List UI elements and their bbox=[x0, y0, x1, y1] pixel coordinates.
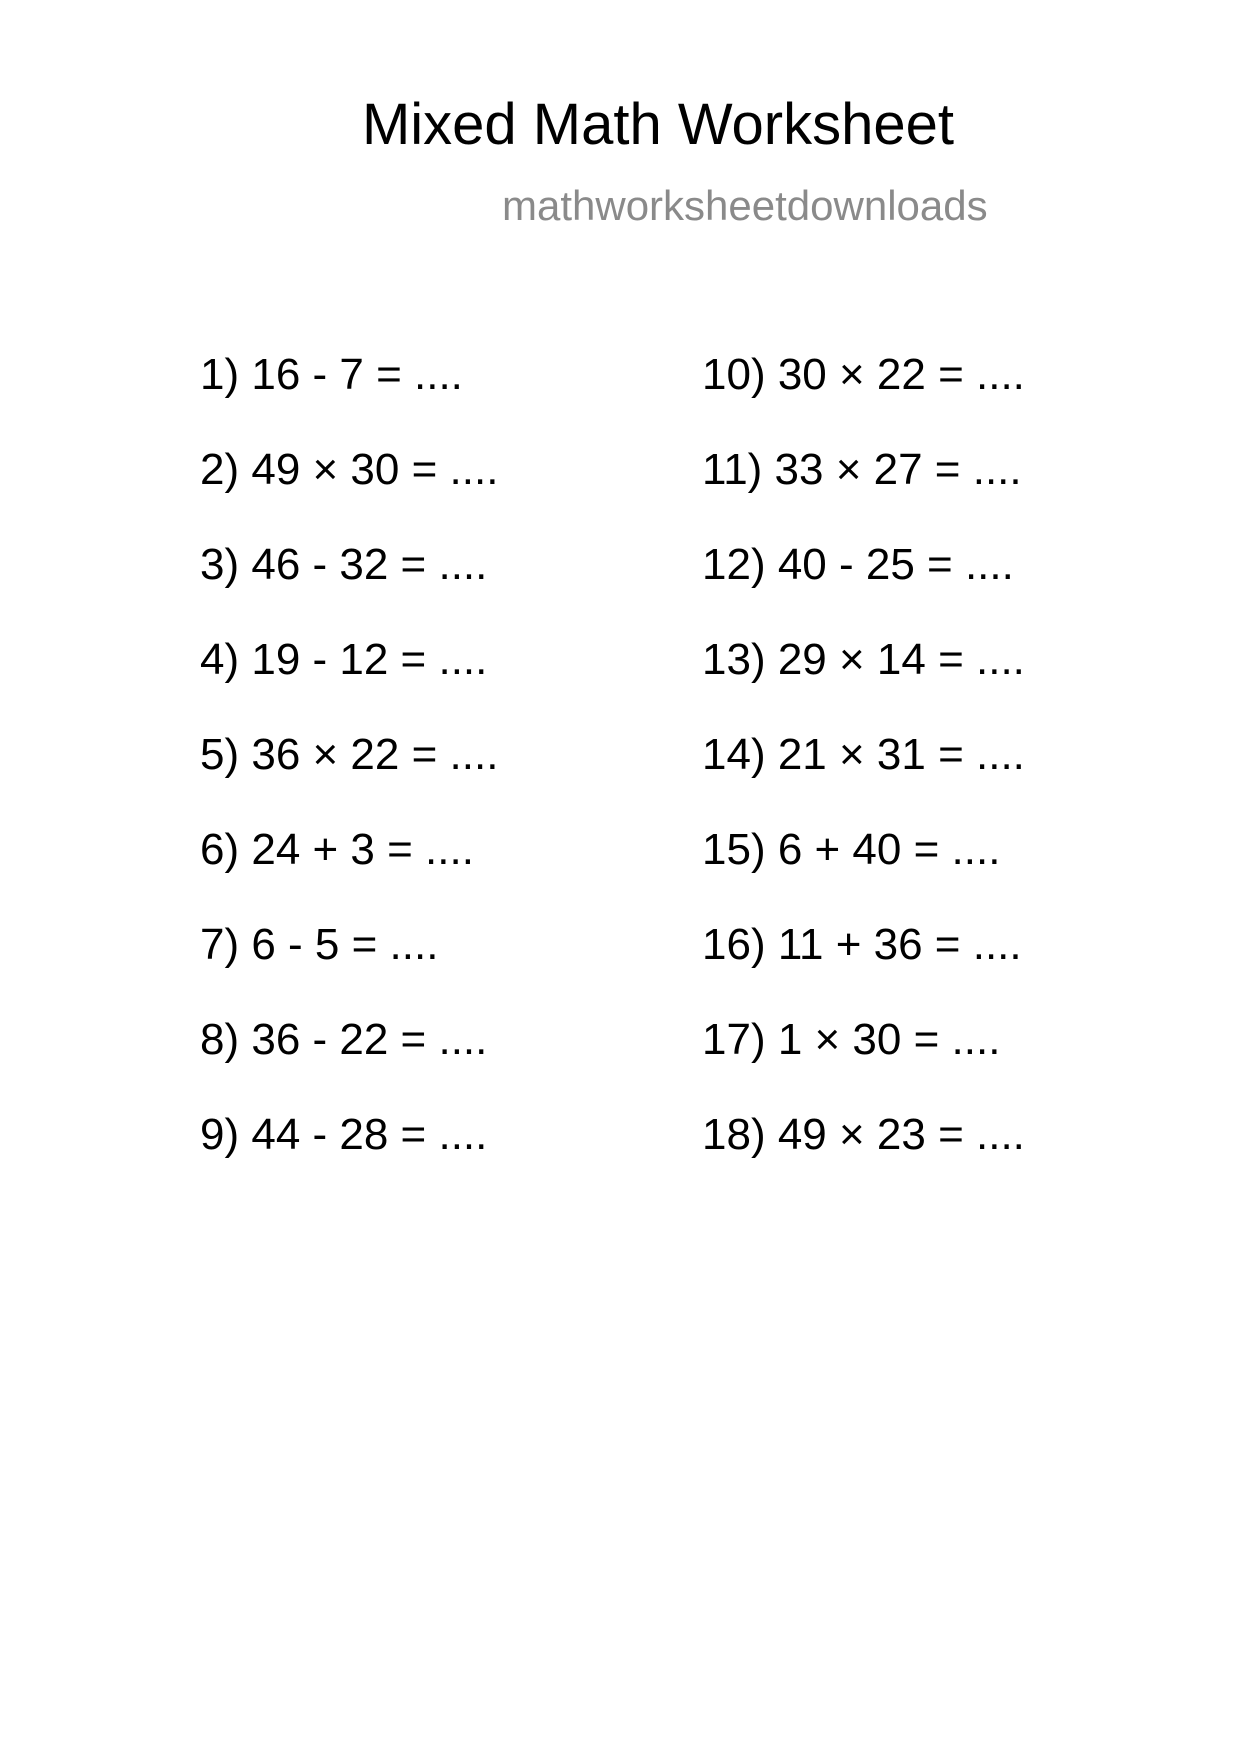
worksheet-subtitle: mathworksheetdownloads bbox=[502, 182, 988, 229]
problem-15: 15) 6 + 40 = .... bbox=[702, 825, 1001, 874]
problem-13: 13) 29 × 14 = .... bbox=[702, 635, 1025, 684]
problem-4: 4) 19 - 12 = .... bbox=[200, 635, 488, 684]
problem-11: 11) 33 × 27 = .... bbox=[702, 445, 1022, 494]
problem-8: 8) 36 - 22 = .... bbox=[200, 1015, 488, 1064]
problem-14: 14) 21 × 31 = .... bbox=[702, 730, 1025, 779]
problem-1: 1) 16 - 7 = .... bbox=[200, 350, 463, 399]
problems-left-column bbox=[200, 350, 498, 1205]
problem-2: 2) 49 × 30 = .... bbox=[200, 445, 499, 494]
problem-18: 18) 49 × 23 = .... bbox=[702, 1110, 1025, 1159]
problem-16: 16) 11 + 36 = .... bbox=[702, 920, 1022, 969]
problem-9: 9) 44 - 28 = .... bbox=[200, 1110, 488, 1159]
problem-7: 7) 6 - 5 = .... bbox=[200, 920, 439, 969]
problem-6: 6) 24 + 3 = .... bbox=[200, 825, 474, 874]
problem-3: 3) 46 - 32 = .... bbox=[200, 540, 488, 589]
worksheet-title: Mixed Math Worksheet bbox=[361, 92, 955, 157]
problem-12: 12) 40 - 25 = .... bbox=[702, 540, 1014, 589]
problems-right-column bbox=[702, 350, 1025, 1205]
problem-17: 17) 1 × 30 = .... bbox=[702, 1015, 1001, 1064]
problem-10: 10) 30 × 22 = .... bbox=[702, 350, 1025, 399]
problem-5: 5) 36 × 22 = .... bbox=[200, 730, 499, 779]
